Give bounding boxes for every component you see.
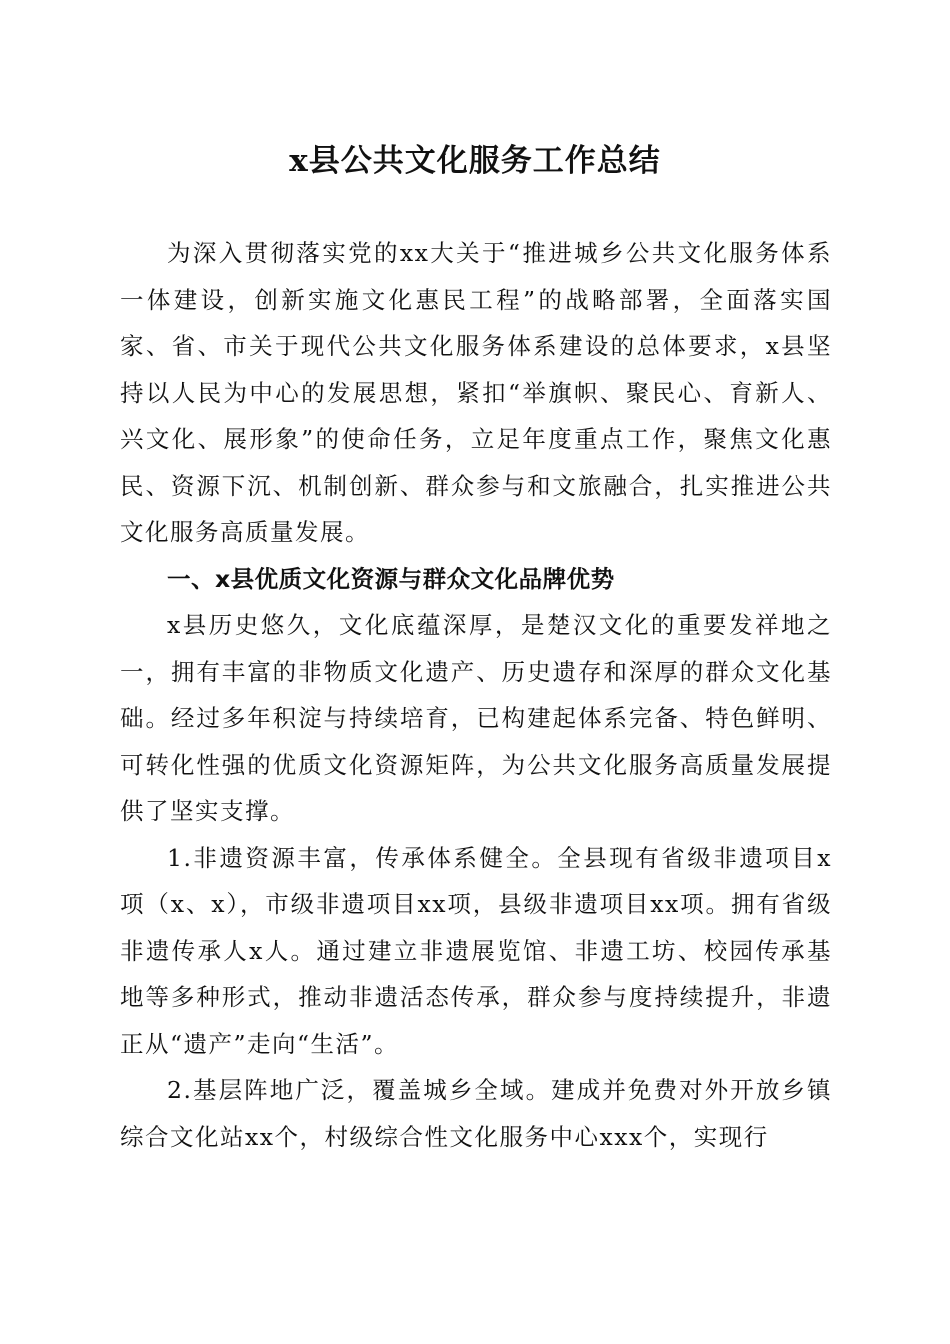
intro-paragraph: 为深入贯彻落实党的xx大关于“推进城乡公共文化服务体系一体建设，创新实施文化惠民工程”的战略部署，全面落实国家、省、市关于现代公共文化服务体系建设的总体要求，x县坚持以人民为中心的发展思想，紧扣“举旗帜、聚民心、育新人、兴文化、展形象”的使命任务，立足年度重点工作，聚焦文化惠民、资源下沉、机制创新、群众参与和文旅融合，扎实推进公共文化服务高质量发展。 <box>120 239 832 546</box>
document-title: x县公共文化服务工作总结 <box>289 143 661 179</box>
document-body <box>120 230 832 1160</box>
section-paragraph: x县历史悠久，文化底蕴深厚，是楚汉文化的重要发祥地之一，拥有丰富的非物质文化遗产、历史遗存和深厚的群众文化基础。经过多年积淀与持续培育，已构建起体系完备、特色鲜明、可转化性强的优质文化资源矩阵，为公共文化服务高质量发展提供了坚实支撑。 <box>120 611 832 825</box>
list-item-grassroots: 2.基层阵地广泛，覆盖城乡全域。建成并免费对外开放乡镇综合文化站xx个，村级综合性文化服务中心xxx个，实现行 <box>120 1076 832 1151</box>
section-heading: 一、x县优质文化资源与群众文化品牌优势 <box>167 564 615 593</box>
list-item-heritage: 1.非遗资源丰富，传承体系健全。全县现有省级非遗项目x项（x、x），市级非遗项目xx项，县级非遗项目xx项。拥有省级非遗传承人x人。通过建立非遗展览馆、非遗工坊、校园传承基地等多种形式，推动非遗活态传承，群众参与度持续提升，非遗正从“遗产”走向“生活”。 <box>120 843 832 1058</box>
